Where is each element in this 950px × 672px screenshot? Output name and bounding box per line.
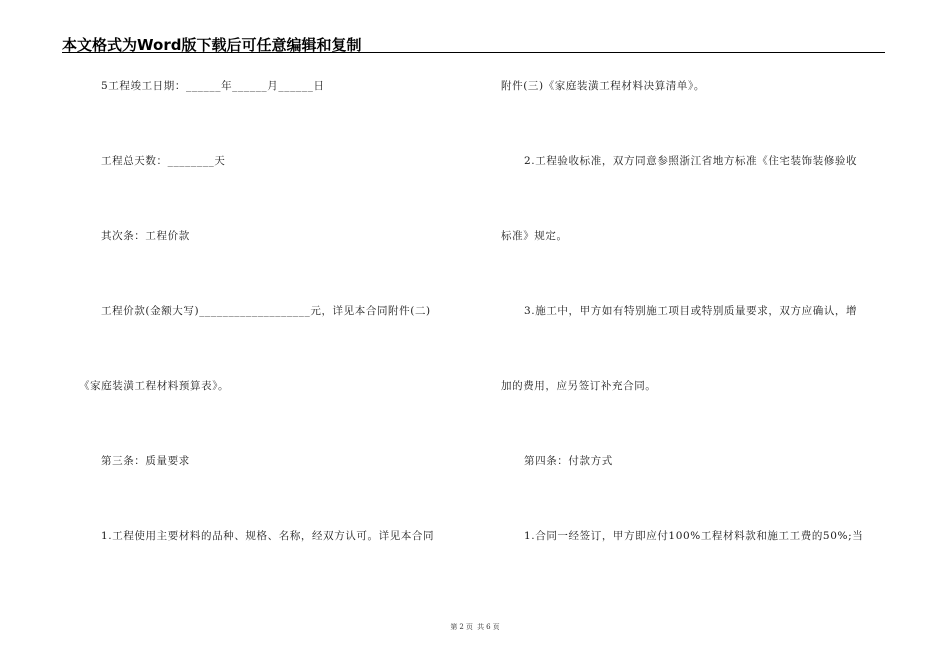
budget-table-line: 《家庭装潢工程材料预算表》。 <box>79 380 230 392</box>
settlement-list-line: 附件(三)《家庭装潢工程材料决算清单》。 <box>501 80 705 92</box>
total-pages-number: 6 <box>486 623 491 631</box>
page-unit: 页 <box>465 623 473 631</box>
total-days-line: 工程总天数：________天 <box>101 155 226 167</box>
article-three-heading: 第三条：质量要求 <box>101 455 190 467</box>
total-unit: 页 <box>492 623 500 631</box>
acceptance-standard-line: 2.工程验收标准，双方同意参照浙江省地方标准《住宅装饰装修验收 <box>524 155 858 167</box>
page-footer <box>0 622 950 632</box>
header-title: 本文格式为Word版下载后可任意编辑和复制 <box>62 36 362 54</box>
special-requirements-line: 3.施工中，甲方如有特别施工项目或特别质量要求，双方应确认，增 <box>524 305 858 317</box>
supplementary-contract-line: 加的费用，应另签订补充合同。 <box>501 380 657 392</box>
article-two-heading: 其次条：工程价款 <box>101 230 190 242</box>
project-price-line: 工程价款(金额大写)___________________元，详见本合同附件(二) <box>101 305 431 317</box>
header-divider <box>62 52 885 53</box>
page-label: 第 <box>450 623 458 631</box>
acceptance-standard-cont-line: 标准》规定。 <box>501 230 568 242</box>
total-label: 共 <box>477 623 485 631</box>
payment-clause-line: 1.合同一经签订，甲方即应付100%工程材料款和施工工费的50%;当 <box>524 530 864 542</box>
current-page-number: 2 <box>459 623 464 631</box>
article-four-heading: 第四条：付款方式 <box>524 455 613 467</box>
materials-clause-line: 1.工程使用主要材料的品种、规格、名称，经双方认可。详见本合同 <box>101 530 435 542</box>
completion-date-line: 5工程竣工日期：______年______月______日 <box>101 80 325 92</box>
